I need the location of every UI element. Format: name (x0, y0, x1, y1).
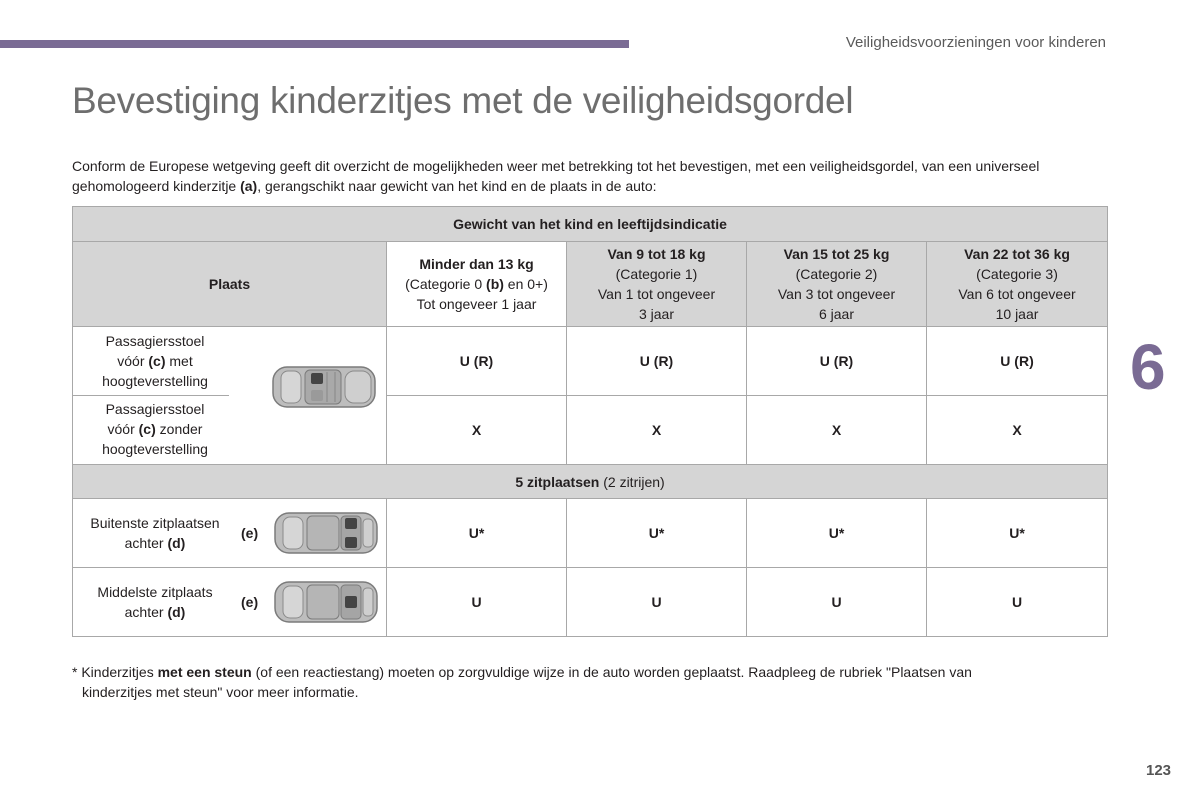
weight-header: Gewicht van het kind en leeftijdsindicatie (73, 207, 1108, 242)
category-header: Van 15 tot 25 kg (Categorie 2) Van 3 tot ongeveer 6 jaar (747, 242, 927, 327)
category-header: Van 22 tot 36 kg (Categorie 3) Van 6 tot ongeveer 10 jaar (927, 242, 1108, 327)
category-row (73, 242, 1108, 327)
table-cell: X (567, 396, 747, 465)
place-label: Buitenste zitplaatsen achter (d) (90, 515, 220, 551)
group-row (73, 465, 1108, 499)
footnote: * Kinderzitjes met een steun (of een reactiestang) moeten op zorgvuldige wijze in de auto worden geplaatst. Raadpleeg de rubriek "Plaatsen van kinderzitjes met steun" voor meer informatie. (72, 664, 972, 700)
table-cell: U (567, 568, 747, 637)
table-cell: U* (747, 499, 927, 568)
car-top-view-outer-rear-seats-icon (273, 509, 379, 557)
table-cell: U (R) (927, 327, 1108, 396)
table-cell: U (R) (387, 327, 567, 396)
place-cell (73, 499, 387, 568)
front-seat-place-cell (73, 327, 387, 465)
table-row (73, 568, 1108, 637)
table-cell: U (927, 568, 1108, 637)
table-cell: U (R) (567, 327, 747, 396)
table-cell: X (387, 396, 567, 465)
table-cell: U* (567, 499, 747, 568)
place-cell (73, 568, 387, 637)
category-header: Van 9 tot 18 kg (Categorie 1) Van 1 tot ongeveer 3 jaar (567, 242, 747, 327)
table-cell: U* (927, 499, 1108, 568)
table-cell: U* (387, 499, 567, 568)
table-cell: U (747, 568, 927, 637)
car-top-view-front-seat-icon (271, 363, 377, 411)
place-label: Passagiersstoel vóór (c) met hoogteverstelling (102, 333, 208, 389)
table-row (73, 327, 1108, 396)
page-title: Bevestiging kinderzitjes met de veiligheidsgordel (72, 80, 854, 121)
page-number: 123 (1146, 762, 1172, 779)
table-cell: U (387, 568, 567, 637)
section-header: Veiligheidsvoorzieningen voor kinderen (845, 34, 1106, 51)
table-cell: X (927, 396, 1108, 465)
intro-paragraph: Conform de Europese wetgeving geeft dit overzicht de mogelijkheden weer met betrekking tot het bevestigen, met een veiligheidsgordel, van een universeel gehomologeerd kinderzitje (a), gerangschikt naar gewicht van het kind en de plaats in de auto: (72, 158, 1040, 194)
place-header: Plaats (73, 242, 387, 327)
group-label: 5 zitplaatsen (2 zitrijen) (73, 465, 1108, 499)
category-header: Minder dan 13 kg (Categorie 0 (b) en 0+) Tot ongeveer 1 jaar (387, 242, 567, 327)
table-cell: U (R) (747, 327, 927, 396)
table-row (73, 499, 1108, 568)
child-seat-table (72, 206, 1108, 637)
note-reference: (e) (241, 525, 259, 541)
header-accent-bar (0, 40, 629, 48)
car-top-view-middle-rear-seat-icon (273, 578, 379, 626)
table-cell: X (747, 396, 927, 465)
table-header-row (73, 207, 1108, 242)
place-label: Passagiersstoel vóór (c) zonder hoogteverstelling (102, 401, 208, 457)
row-divider (73, 395, 229, 396)
place-label: Middelste zitplaats achter (d) (97, 584, 213, 620)
chapter-number: 6 (1130, 331, 1166, 403)
note-reference: (e) (241, 594, 259, 610)
